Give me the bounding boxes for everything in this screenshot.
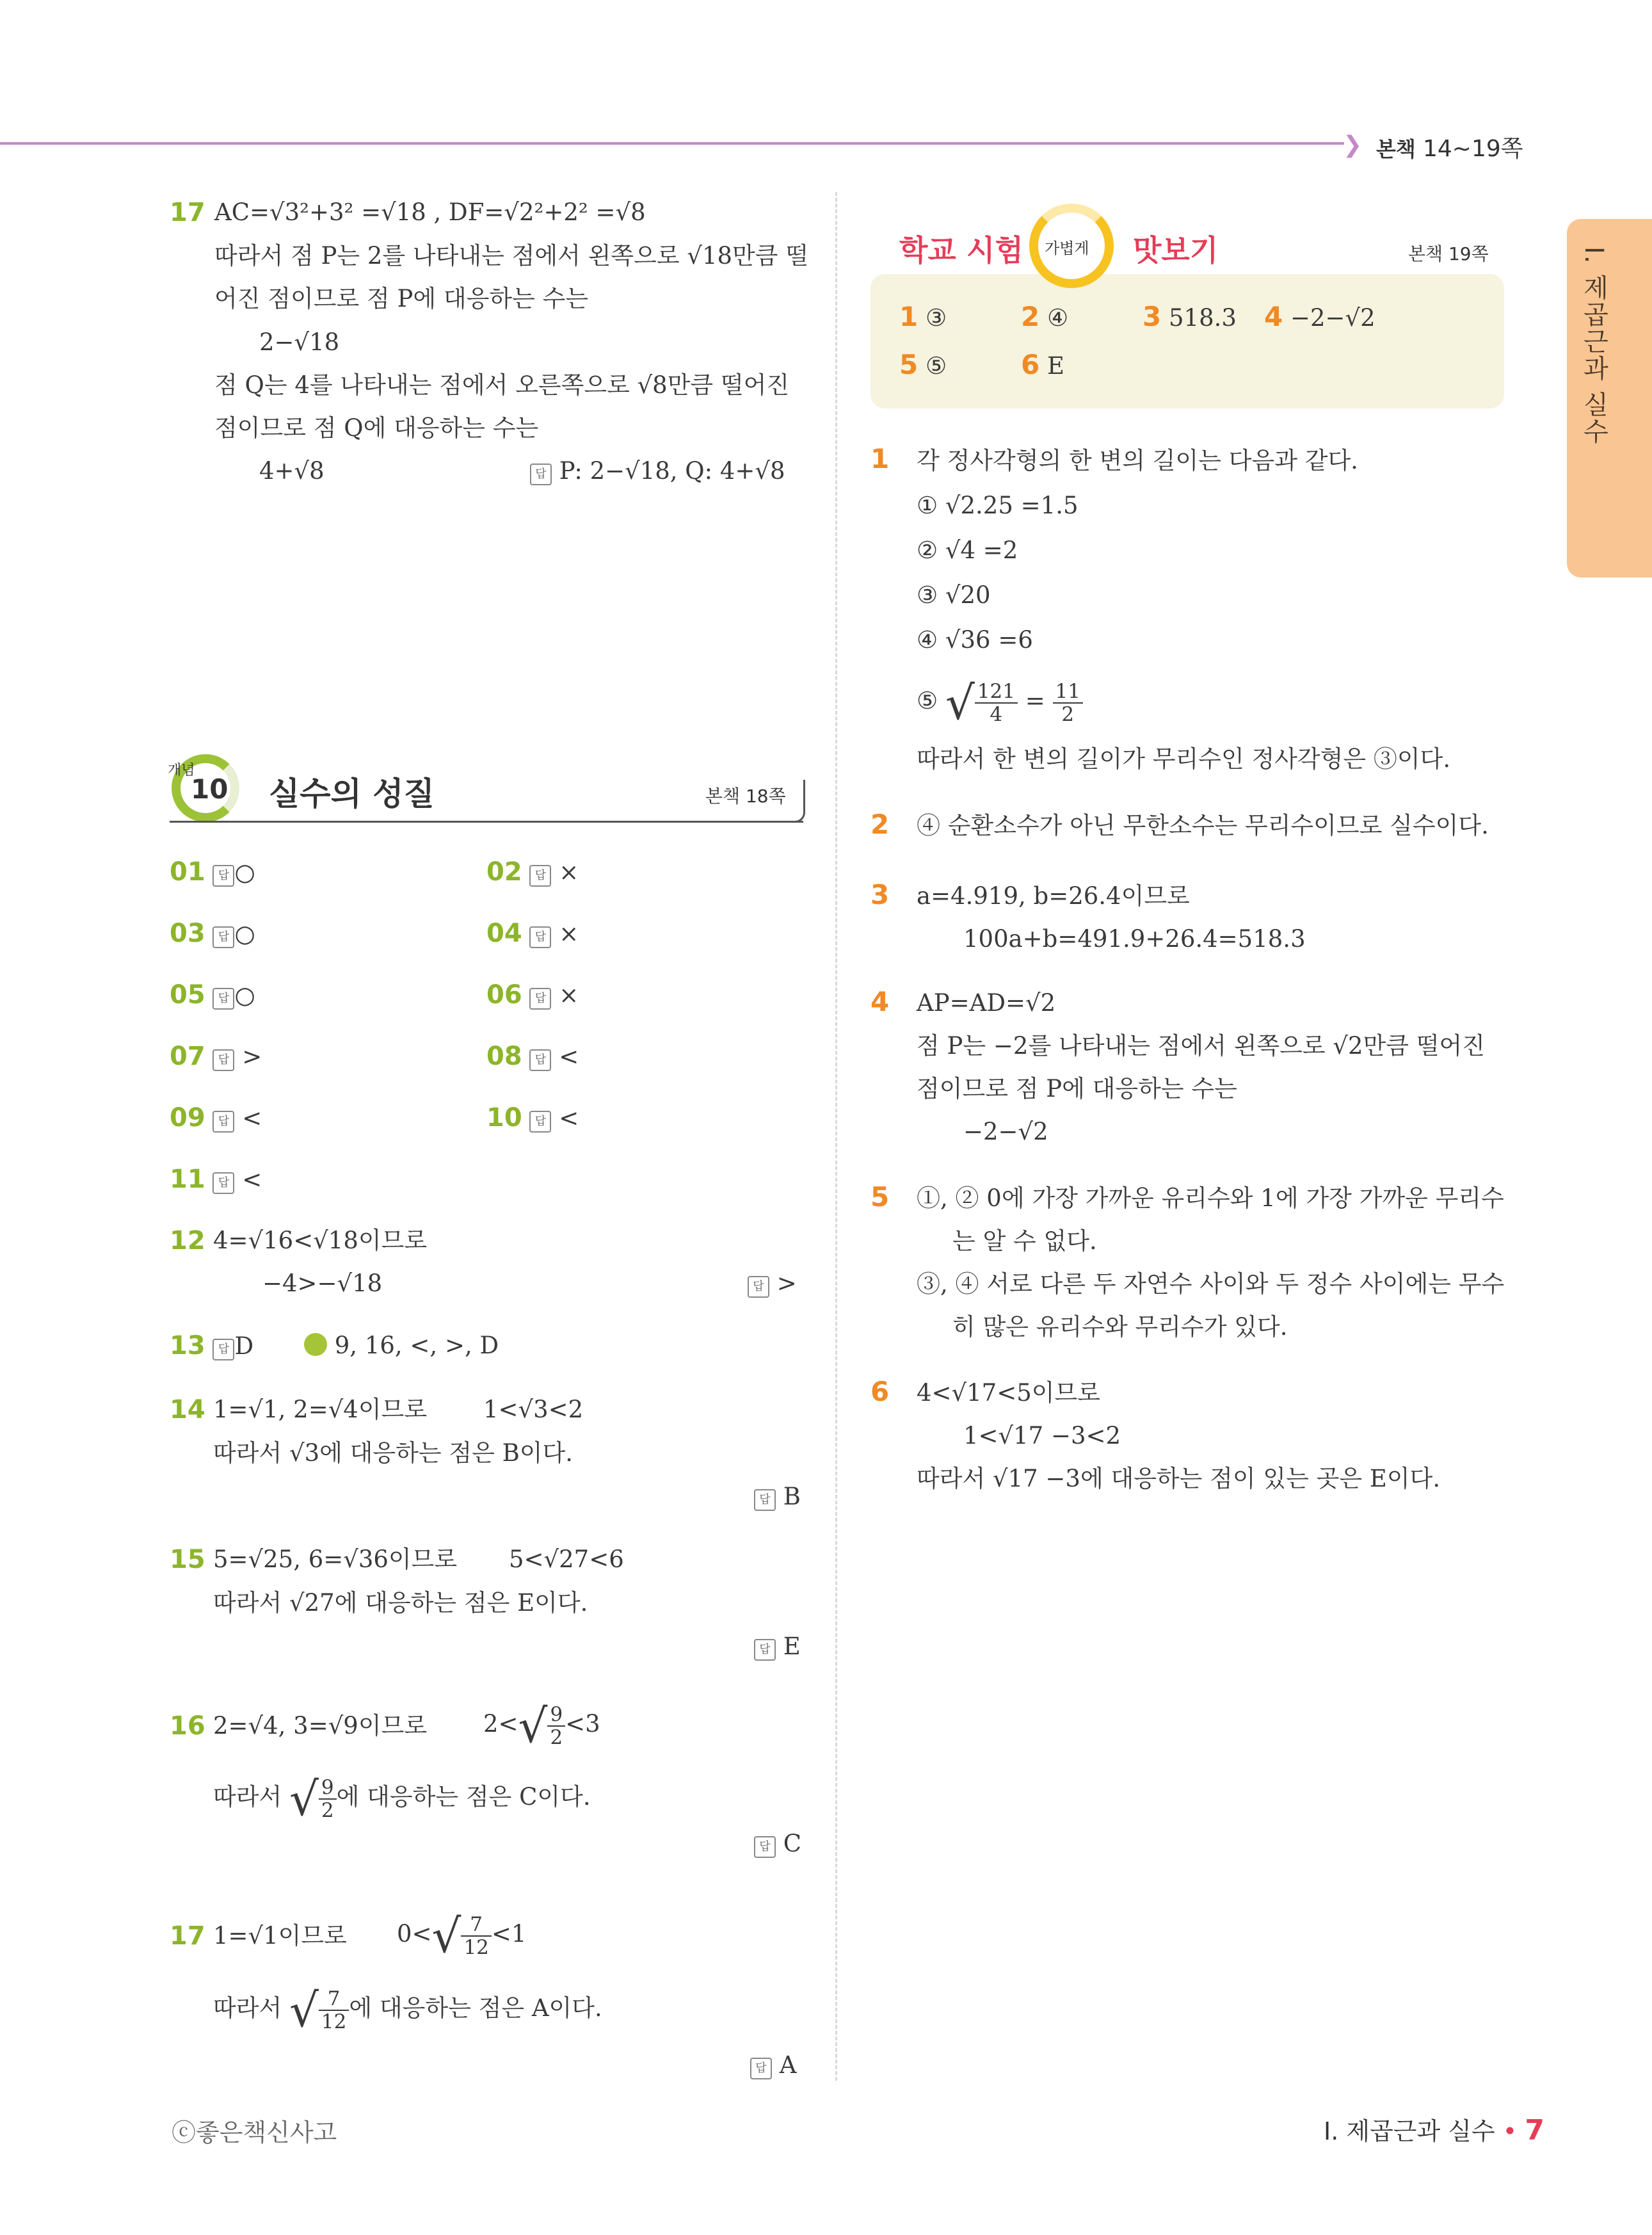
solution-line: 점이므로 점 Q에 대응하는 수는 bbox=[214, 414, 539, 442]
grid-item bbox=[170, 859, 255, 887]
solution-line: 점이므로 점 P에 대응하는 수는 bbox=[917, 1075, 1237, 1102]
concept-underline bbox=[170, 821, 803, 823]
answer-text: < bbox=[559, 1104, 579, 1132]
page-number: 7 bbox=[1525, 2114, 1544, 2147]
grid-item bbox=[486, 1105, 579, 1133]
answer-mark-icon: 답 bbox=[530, 464, 552, 485]
school-answer bbox=[1264, 301, 1375, 332]
grid-item bbox=[170, 982, 255, 1010]
answer-text: × bbox=[559, 859, 579, 886]
answer-mark-icon: 답 bbox=[213, 1111, 234, 1133]
answer-text: < bbox=[242, 1104, 262, 1132]
problem-number: 3 bbox=[870, 879, 890, 910]
solution-line: 점 Q는 4를 나타내는 점에서 오른쪽으로 √8만큼 떨어진 bbox=[214, 371, 790, 399]
denominator: 2 bbox=[321, 1798, 334, 1822]
answer-text: ③ bbox=[926, 304, 947, 332]
solution-line: 2=√4, 3=√9이므로 bbox=[213, 1712, 428, 1739]
solution-line: 는 알 수 없다. bbox=[952, 1227, 1097, 1255]
numerator: 9 bbox=[319, 1777, 337, 1800]
text: 에 대응하는 점은 A이다. bbox=[349, 1994, 602, 2022]
school-answer bbox=[1021, 301, 1069, 332]
answer-mark-icon: 답 bbox=[748, 1276, 769, 1298]
answer-text: > bbox=[776, 1270, 797, 1297]
root-sign: √ bbox=[289, 1983, 319, 2037]
solution-line: 4=√16<√18이므로 bbox=[213, 1227, 428, 1254]
fraction bbox=[547, 1704, 565, 1748]
school-exam-title: 학교 시험 bbox=[899, 233, 1023, 268]
problem-number: 5 bbox=[899, 349, 918, 380]
problem-number: 13 bbox=[170, 1331, 205, 1360]
grid-item bbox=[486, 921, 579, 948]
chevron-right-icon: ❯ bbox=[1343, 132, 1363, 158]
numerator: 7 bbox=[461, 1914, 491, 1937]
solution-line: 어진 점이므로 점 P에 대응하는 수는 bbox=[214, 285, 589, 312]
solution-line bbox=[213, 1768, 591, 1826]
solution-line: 따라서 √27에 대응하는 점은 E이다. bbox=[213, 1589, 588, 1617]
school-answer bbox=[1143, 301, 1237, 332]
solution-line bbox=[213, 1980, 602, 2037]
header-rule bbox=[0, 142, 1344, 145]
solution-line: 따라서 한 변의 길이가 무리수인 정사각형은 ③이다. bbox=[917, 745, 1451, 773]
fraction bbox=[319, 1777, 337, 1821]
solution-line: 100a+b=491.9+26.4=518.3 bbox=[963, 925, 1306, 953]
problem-number: 6 bbox=[870, 1376, 890, 1407]
solution-line: 1=√1이므로 bbox=[213, 1922, 347, 1949]
problem-number: 15 bbox=[170, 1545, 205, 1574]
problem-number: 10 bbox=[486, 1103, 522, 1133]
root-sign: √ bbox=[518, 1698, 548, 1753]
final-answer bbox=[530, 458, 785, 485]
solution-line: ③, ④ 서로 다른 두 자연수 사이와 두 정수 사이에는 무수 bbox=[917, 1270, 1505, 1298]
problem-number: 01 bbox=[170, 857, 205, 887]
pencil-icon bbox=[304, 1333, 327, 1356]
bullet-icon: • bbox=[1502, 2117, 1518, 2145]
concept-title: 실수의 성질 bbox=[269, 775, 435, 812]
problem-number: 14 bbox=[170, 1395, 205, 1424]
problem-number: 09 bbox=[170, 1103, 205, 1133]
grid-item bbox=[170, 1044, 262, 1071]
solution-line: 2−√18 bbox=[259, 328, 340, 356]
grid-item bbox=[486, 982, 579, 1010]
problem-number: 2 bbox=[870, 809, 890, 840]
solution-line: 4<√17<5이므로 bbox=[917, 1379, 1100, 1407]
grid-item bbox=[170, 921, 255, 948]
solution-line: ①, ② 0에 가장 가까운 유리수와 1에 가장 가까운 무리수 bbox=[917, 1184, 1504, 1212]
solution-line: 따라서 √17 −3에 대응하는 점이 있는 곳은 E이다. bbox=[917, 1465, 1441, 1492]
section-name: I. 제곱근과 실수 bbox=[1324, 2117, 1495, 2145]
chapter-side-tab-label: I. 제곱근과 실수 bbox=[1579, 246, 1608, 445]
text: 따라서 bbox=[213, 1994, 282, 2022]
answer-text: < bbox=[242, 1166, 262, 1193]
solution-line: 1=√1, 2=√4이므로 bbox=[213, 1396, 428, 1423]
problem-number: 11 bbox=[170, 1165, 205, 1194]
ineq-left: 2< bbox=[483, 1710, 518, 1738]
root-sign: √ bbox=[945, 675, 975, 730]
book-ref-label: 본책 bbox=[1376, 137, 1416, 161]
problem-number: 4 bbox=[1264, 301, 1283, 332]
option-line bbox=[917, 672, 1083, 730]
answer-text: B bbox=[783, 1483, 801, 1510]
concept-book-ref: 본책 18쪽 bbox=[705, 786, 786, 807]
answer-mark-icon: 답 bbox=[529, 1111, 551, 1133]
answer-mark-icon: 답 bbox=[529, 988, 551, 1010]
grid-item bbox=[486, 859, 579, 887]
final-answer bbox=[754, 1634, 801, 1661]
problem-number: 1 bbox=[899, 301, 918, 332]
problem-number: 04 bbox=[486, 919, 522, 948]
school-answer bbox=[1021, 349, 1065, 380]
book-ref-pages: 14~19쪽 bbox=[1422, 136, 1523, 162]
concept-label: 개념 bbox=[168, 762, 195, 779]
inequality: 1<√3<2 bbox=[483, 1396, 584, 1423]
problem-number: 4 bbox=[870, 986, 890, 1017]
answer-text: < bbox=[559, 1043, 579, 1070]
answer-mark-icon: 답 bbox=[754, 1639, 776, 1661]
option-line: ② √4 =2 bbox=[917, 537, 1018, 564]
solution-line: AC=√3²+3² =√18 , DF=√2²+2² =√8 bbox=[214, 198, 646, 226]
fraction bbox=[319, 1988, 349, 2033]
problem-number: 6 bbox=[1021, 349, 1040, 380]
solution-line: 4+√8 bbox=[259, 457, 325, 485]
inequality: 5<√27<6 bbox=[509, 1545, 624, 1573]
answer-text: ○ bbox=[234, 859, 255, 886]
grid-item bbox=[486, 1044, 579, 1071]
solution-line: 점 P는 −2를 나타내는 점에서 왼쪽으로 √2만큼 떨어진 bbox=[917, 1032, 1485, 1060]
school-exam-subtitle: 맛보기 bbox=[1133, 233, 1219, 268]
answer-text: × bbox=[559, 920, 579, 948]
fraction bbox=[461, 1914, 491, 1958]
denominator: 2 bbox=[1061, 702, 1075, 726]
ineq-right: <1 bbox=[491, 1920, 527, 1948]
inequality bbox=[483, 1695, 600, 1753]
final-answer bbox=[750, 2053, 797, 2079]
answer-mark-icon: 답 bbox=[213, 1172, 234, 1194]
answer-mark-icon: 답 bbox=[750, 2058, 772, 2079]
problem-number: 05 bbox=[170, 980, 205, 1010]
solution-line: −2−√2 bbox=[963, 1118, 1048, 1145]
concept-underline-curve bbox=[784, 780, 805, 823]
denominator: 12 bbox=[321, 2010, 347, 2033]
solution-line: 히 많은 유리수와 무리수가 있다. bbox=[952, 1313, 1288, 1341]
denominator: 12 bbox=[463, 1935, 489, 1959]
ineq-right: <3 bbox=[565, 1710, 600, 1738]
solution-line: 따라서 점 P는 2를 나타내는 점에서 왼쪽으로 √18만큼 떨 bbox=[214, 242, 809, 270]
answer-mark-icon: 답 bbox=[213, 1339, 234, 1360]
answer-text: > bbox=[242, 1043, 262, 1070]
school-exam-book-ref: 본책 19쪽 bbox=[1408, 243, 1489, 264]
school-answer bbox=[899, 301, 947, 332]
answer-mark-icon: 답 bbox=[213, 926, 234, 948]
column-divider bbox=[835, 192, 837, 2081]
answer-text: E bbox=[1047, 352, 1065, 380]
extra-answer: 9, 16, <, >, D bbox=[334, 1332, 499, 1359]
equals: = bbox=[1025, 687, 1045, 714]
grid-item bbox=[170, 1166, 262, 1194]
answer-text: D bbox=[234, 1332, 254, 1360]
grid-item bbox=[170, 1105, 262, 1133]
solution-line: 1<√17 −3<2 bbox=[963, 1422, 1121, 1449]
numerator: 11 bbox=[1053, 681, 1083, 704]
concept-number: 10 bbox=[191, 773, 229, 805]
option-marker: ⑤ bbox=[917, 687, 938, 714]
problem-number: 3 bbox=[1143, 301, 1162, 332]
fraction bbox=[975, 681, 1018, 725]
school-answer bbox=[899, 349, 947, 380]
book-reference bbox=[1376, 131, 1523, 163]
solution-line: 각 정사각형의 한 변의 길이는 다음과 같다. bbox=[917, 447, 1358, 474]
answer-text: 518.3 bbox=[1169, 304, 1237, 332]
problem-number: 12 bbox=[170, 1226, 205, 1255]
school-exam-answer-box bbox=[870, 274, 1504, 408]
answer-text: C bbox=[783, 1830, 802, 1857]
answer-text: −2−√2 bbox=[1290, 304, 1375, 332]
solution-line: 따라서 √3에 대응하는 점은 B이다. bbox=[213, 1439, 573, 1467]
problem-number: 08 bbox=[486, 1042, 522, 1071]
final-answer bbox=[754, 1484, 801, 1511]
q13-line bbox=[170, 1333, 253, 1360]
denominator: 2 bbox=[550, 1725, 563, 1749]
root-sign: √ bbox=[431, 1908, 461, 1963]
answer-text: P: 2−√18, Q: 4+√8 bbox=[559, 457, 785, 485]
problem-number: 1 bbox=[870, 443, 890, 474]
text: 따라서 bbox=[213, 1783, 282, 1811]
ineq-left: 0< bbox=[397, 1920, 432, 1948]
solution-line: ④ 순환소수가 아닌 무한소수는 무리수이므로 실수이다. bbox=[917, 812, 1489, 839]
solution-line: a=4.919, b=26.4이므로 bbox=[917, 882, 1190, 910]
answer-mark-icon: 답 bbox=[529, 865, 551, 887]
answer-mark-icon: 답 bbox=[213, 988, 234, 1010]
problem-number: 03 bbox=[170, 919, 205, 948]
problem-number: 17 bbox=[170, 1921, 205, 1951]
denominator: 4 bbox=[990, 702, 1003, 726]
problem-number: 06 bbox=[486, 980, 522, 1010]
text: 에 대응하는 점은 C이다. bbox=[336, 1783, 591, 1811]
publisher-credit: ⓒ좋은책신사고 bbox=[172, 2118, 337, 2147]
fraction bbox=[1053, 681, 1083, 725]
inequality bbox=[397, 1905, 526, 1963]
problem-number: 02 bbox=[486, 857, 522, 887]
solution-line: AP=AD=√2 bbox=[917, 989, 1056, 1017]
root-sign: √ bbox=[289, 1771, 319, 1826]
final-answer bbox=[754, 1831, 801, 1858]
solution-line: −4>−√18 bbox=[262, 1270, 383, 1297]
option-line: ④ √36 =6 bbox=[917, 626, 1033, 654]
answer-text: E bbox=[783, 1633, 801, 1660]
option-line: ③ √20 bbox=[917, 581, 991, 609]
final-answer bbox=[748, 1271, 797, 1298]
answer-mark-icon: 답 bbox=[213, 865, 234, 887]
q13-extra bbox=[304, 1333, 499, 1359]
answer-text: A bbox=[779, 2051, 797, 2079]
school-exam-badge-text: 가볍게 bbox=[1045, 239, 1089, 257]
solution-line: 5=√25, 6=√36이므로 bbox=[213, 1545, 458, 1573]
numerator: 9 bbox=[547, 1704, 565, 1727]
numerator: 121 bbox=[975, 681, 1018, 704]
answer-mark-icon: 답 bbox=[529, 926, 551, 948]
problem-number: 07 bbox=[170, 1042, 205, 1071]
answer-mark-icon: 답 bbox=[754, 1489, 776, 1511]
answer-text: ○ bbox=[234, 981, 255, 1009]
answer-mark-icon: 답 bbox=[529, 1049, 551, 1071]
answer-text: ④ bbox=[1047, 304, 1069, 332]
problem-number: 2 bbox=[1021, 301, 1040, 332]
answer-text: ⑤ bbox=[926, 352, 947, 380]
page-footer bbox=[1324, 2111, 1544, 2147]
numerator: 7 bbox=[319, 1988, 349, 2011]
option-line: ① √2.25 =1.5 bbox=[917, 492, 1079, 519]
problem-number: 5 bbox=[870, 1181, 890, 1213]
problem-number: 16 bbox=[170, 1711, 205, 1741]
answer-text: × bbox=[559, 981, 579, 1009]
answer-mark-icon: 답 bbox=[213, 1049, 234, 1071]
answer-text: ○ bbox=[234, 920, 255, 948]
answer-mark-icon: 답 bbox=[754, 1836, 776, 1858]
problem-number: 17 bbox=[170, 198, 205, 227]
